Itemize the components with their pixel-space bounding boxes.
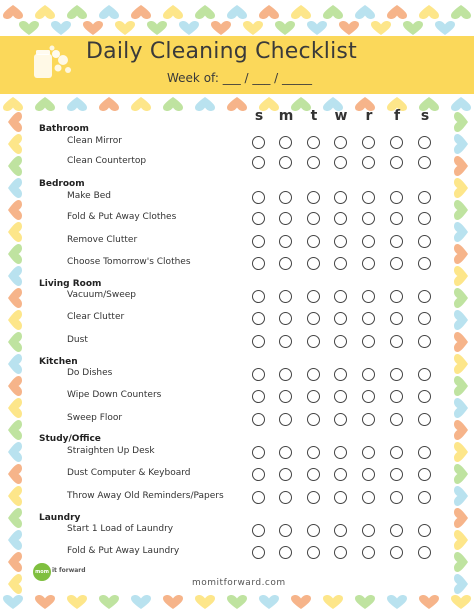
task-checkbox[interactable] [334,257,347,270]
task-checkbox[interactable] [362,312,375,325]
heart-icon [226,96,248,112]
task-checkbox[interactable] [252,212,265,225]
task-checkbox[interactable] [252,413,265,426]
task-checkbox[interactable] [334,446,347,459]
day-header: s [420,108,430,124]
task-checkbox[interactable] [418,491,431,504]
task-checkbox[interactable] [334,368,347,381]
task-checkbox[interactable] [418,257,431,270]
heart-icon [453,397,469,419]
heart-icon [34,594,56,610]
task-checkbox[interactable] [418,546,431,559]
heart-icon [7,221,23,243]
heart-icon [7,243,23,265]
task-checkbox[interactable] [307,390,320,403]
task-checkbox[interactable] [390,491,403,504]
section-heading: Living Room [39,279,102,289]
task-checkbox[interactable] [334,290,347,303]
heart-icon [322,4,344,20]
heart-icon [453,155,469,177]
heart-icon [130,4,152,20]
task-checkbox[interactable] [307,368,320,381]
heart-icon [7,331,23,353]
heart-icon [162,96,184,112]
task-label: Clear Clutter [67,312,125,322]
task-checkbox[interactable] [390,290,403,303]
heart-icon [322,594,344,610]
footer-url: momitforward.com [192,578,286,588]
jar-with-bubbles-icon [30,42,74,86]
task-checkbox[interactable] [307,335,320,348]
task-checkbox[interactable] [390,468,403,481]
day-header: f [393,108,401,124]
task-checkbox[interactable] [307,491,320,504]
task-label: Vacuum/Sweep [67,290,136,300]
task-checkbox[interactable] [418,524,431,537]
heart-icon [194,96,216,112]
task-checkbox[interactable] [390,312,403,325]
heart-icon [258,4,280,20]
task-checkbox[interactable] [418,446,431,459]
task-checkbox[interactable] [279,491,292,504]
task-checkbox[interactable] [252,390,265,403]
task-checkbox[interactable] [307,212,320,225]
task-checkbox[interactable] [362,235,375,248]
task-label: Dust [67,335,88,345]
heart-icon [450,594,472,610]
task-label: Wipe Down Counters [67,390,162,400]
task-checkbox[interactable] [334,413,347,426]
task-checkbox[interactable] [334,235,347,248]
heart-icon [450,96,472,112]
task-checkbox[interactable] [418,312,431,325]
section-heading: Laundry [39,513,81,523]
task-checkbox[interactable] [252,491,265,504]
task-checkbox[interactable] [362,390,375,403]
heart-icon [418,4,440,20]
task-checkbox[interactable] [390,212,403,225]
task-checkbox[interactable] [252,335,265,348]
heart-icon [7,441,23,463]
heart-icon [453,507,469,529]
task-checkbox[interactable] [334,212,347,225]
task-checkbox[interactable] [418,235,431,248]
task-checkbox[interactable] [279,390,292,403]
heart-icon [7,199,23,221]
heart-icon [450,4,472,20]
task-checkbox[interactable] [279,290,292,303]
task-label: Fold & Put Away Laundry [67,546,180,556]
task-checkbox[interactable] [418,468,431,481]
heart-icon [453,441,469,463]
heart-icon [210,20,232,36]
heart-icon [18,20,40,36]
heart-icon [34,96,56,112]
day-header: t [310,108,318,124]
heart-icon [453,463,469,485]
heart-icon [290,4,312,20]
task-checkbox[interactable] [334,156,347,169]
heart-icon [453,177,469,199]
task-checkbox[interactable] [390,413,403,426]
brand-text: it forward [52,567,86,574]
heart-icon [370,20,392,36]
heart-icon [7,155,23,177]
task-checkbox[interactable] [334,191,347,204]
brand-logo: mom [33,563,51,581]
task-checkbox[interactable] [252,191,265,204]
page-title: Daily Cleaning Checklist [86,39,357,64]
heart-icon [453,529,469,551]
task-checkbox[interactable] [362,212,375,225]
heart-icon [258,594,280,610]
task-checkbox[interactable] [252,235,265,248]
task-checkbox[interactable] [252,468,265,481]
heart-icon [453,573,469,595]
heart-icon [354,4,376,20]
heart-icon [2,4,24,20]
task-checkbox[interactable] [390,257,403,270]
heart-icon [130,594,152,610]
task-label: Make Bed [67,191,111,201]
task-checkbox[interactable] [252,156,265,169]
task-checkbox[interactable] [362,335,375,348]
task-checkbox[interactable] [279,524,292,537]
task-checkbox[interactable] [307,468,320,481]
task-checkbox[interactable] [279,446,292,459]
task-checkbox[interactable] [390,524,403,537]
heart-icon [418,594,440,610]
task-checkbox[interactable] [418,368,431,381]
task-checkbox[interactable] [307,524,320,537]
task-checkbox[interactable] [252,136,265,149]
task-checkbox[interactable] [279,468,292,481]
task-checkbox[interactable] [418,136,431,149]
task-checkbox[interactable] [362,524,375,537]
heart-icon [7,529,23,551]
heart-icon [453,551,469,573]
section-heading: Study/Office [39,434,101,444]
task-checkbox[interactable] [279,546,292,559]
task-checkbox[interactable] [334,390,347,403]
task-label: Throw Away Old Reminders/Papers [67,491,224,501]
task-checkbox[interactable] [279,212,292,225]
heart-icon [7,133,23,155]
task-checkbox[interactable] [362,491,375,504]
heart-icon [453,111,469,133]
heart-icon [453,419,469,441]
heart-icon [7,419,23,441]
task-checkbox[interactable] [307,446,320,459]
task-checkbox[interactable] [418,212,431,225]
task-label: Straighten Up Desk [67,446,155,456]
heart-icon [50,20,72,36]
heart-icon [66,594,88,610]
task-label: Remove Clutter [67,235,138,245]
heart-icon [453,221,469,243]
task-checkbox[interactable] [362,368,375,381]
heart-icon [7,573,23,595]
heart-icon [7,309,23,331]
heart-icon [274,20,296,36]
task-checkbox[interactable] [252,257,265,270]
heart-icon [82,20,104,36]
task-checkbox[interactable] [252,524,265,537]
task-checkbox[interactable] [307,413,320,426]
task-label: Clean Countertop [67,156,147,166]
task-checkbox[interactable] [252,312,265,325]
section-heading: Bedroom [39,179,85,189]
day-header: s [254,108,264,124]
heart-icon [453,353,469,375]
task-checkbox[interactable] [362,290,375,303]
heart-icon [7,485,23,507]
task-label: Sweep Floor [67,413,123,423]
task-checkbox[interactable] [307,257,320,270]
task-checkbox[interactable] [334,136,347,149]
heart-icon [7,375,23,397]
task-checkbox[interactable] [418,191,431,204]
heart-icon [34,4,56,20]
heart-icon [306,20,328,36]
heart-icon [453,485,469,507]
task-checkbox[interactable] [390,368,403,381]
heart-icon [453,287,469,309]
task-checkbox[interactable] [307,156,320,169]
task-label: Dust Computer & Keyboard [67,468,191,478]
heart-icon [146,20,168,36]
task-checkbox[interactable] [334,468,347,481]
task-checkbox[interactable] [390,191,403,204]
heart-icon [130,96,152,112]
heart-icon [453,243,469,265]
heart-icon [386,594,408,610]
heart-icon [66,96,88,112]
task-label: Clean Mirror [67,136,122,146]
task-checkbox[interactable] [252,368,265,381]
heart-icon [453,133,469,155]
task-checkbox[interactable] [334,546,347,559]
heart-icon [194,4,216,20]
task-checkbox[interactable] [307,312,320,325]
task-checkbox[interactable] [334,312,347,325]
task-checkbox[interactable] [279,413,292,426]
section-heading: Bathroom [39,124,89,134]
heart-icon [386,4,408,20]
task-checkbox[interactable] [390,235,403,248]
day-header: w [334,108,348,124]
heart-icon [7,353,23,375]
heart-icon [453,199,469,221]
task-checkbox[interactable] [279,335,292,348]
task-checkbox[interactable] [362,446,375,459]
task-checkbox[interactable] [334,524,347,537]
heart-icon [2,594,24,610]
task-checkbox[interactable] [362,546,375,559]
heart-icon [194,594,216,610]
task-checkbox[interactable] [418,156,431,169]
task-checkbox[interactable] [390,156,403,169]
task-checkbox[interactable] [307,136,320,149]
task-checkbox[interactable] [390,335,403,348]
heart-icon [98,96,120,112]
task-checkbox[interactable] [418,335,431,348]
heart-icon [178,20,200,36]
heart-icon [290,594,312,610]
heart-icon [7,287,23,309]
heart-icon [7,111,23,133]
task-checkbox[interactable] [252,290,265,303]
task-checkbox[interactable] [362,191,375,204]
heart-icon [162,4,184,20]
task-checkbox[interactable] [362,257,375,270]
heart-icon [7,397,23,419]
heart-icon [66,4,88,20]
heart-icon [453,375,469,397]
day-header: r [365,108,373,124]
task-checkbox[interactable] [362,156,375,169]
task-checkbox[interactable] [390,390,403,403]
heart-icon [226,4,248,20]
heart-icon [162,594,184,610]
task-checkbox[interactable] [252,446,265,459]
task-checkbox[interactable] [279,368,292,381]
task-checkbox[interactable] [279,191,292,204]
task-checkbox[interactable] [334,491,347,504]
task-checkbox[interactable] [279,312,292,325]
task-checkbox[interactable] [390,546,403,559]
task-checkbox[interactable] [362,468,375,481]
day-header: m [278,108,294,124]
task-checkbox[interactable] [362,136,375,149]
task-checkbox[interactable] [279,156,292,169]
heart-icon [98,4,120,20]
heart-icon [7,507,23,529]
task-checkbox[interactable] [307,290,320,303]
heart-icon [453,309,469,331]
task-checkbox[interactable] [362,413,375,426]
task-label: Fold & Put Away Clothes [67,212,177,222]
heart-icon [453,265,469,287]
week-of-field[interactable]: Week of: ___ / ___ / _____ [167,71,313,85]
task-checkbox[interactable] [418,413,431,426]
section-heading: Kitchen [39,357,78,367]
heart-icon [434,20,456,36]
heart-icon [338,20,360,36]
heart-icon [114,20,136,36]
task-checkbox[interactable] [307,191,320,204]
heart-icon [226,594,248,610]
task-checkbox[interactable] [307,235,320,248]
task-checkbox[interactable] [279,136,292,149]
heart-icon [2,96,24,112]
heart-icon [402,20,424,36]
task-checkbox[interactable] [279,235,292,248]
heart-icon [354,594,376,610]
task-checkbox[interactable] [418,290,431,303]
heart-icon [7,463,23,485]
task-label: Do Dishes [67,368,113,378]
task-checkbox[interactable] [418,390,431,403]
heart-icon [7,551,23,573]
task-checkbox[interactable] [307,546,320,559]
task-label: Choose Tomorrow's Clothes [67,257,191,267]
task-checkbox[interactable] [279,257,292,270]
task-checkbox[interactable] [252,546,265,559]
task-checkbox[interactable] [390,446,403,459]
heart-icon [453,331,469,353]
task-checkbox[interactable] [334,335,347,348]
heart-icon [7,265,23,287]
task-label: Start 1 Load of Laundry [67,524,174,534]
heart-icon [98,594,120,610]
task-checkbox[interactable] [390,136,403,149]
heart-icon [242,20,264,36]
heart-icon [7,177,23,199]
